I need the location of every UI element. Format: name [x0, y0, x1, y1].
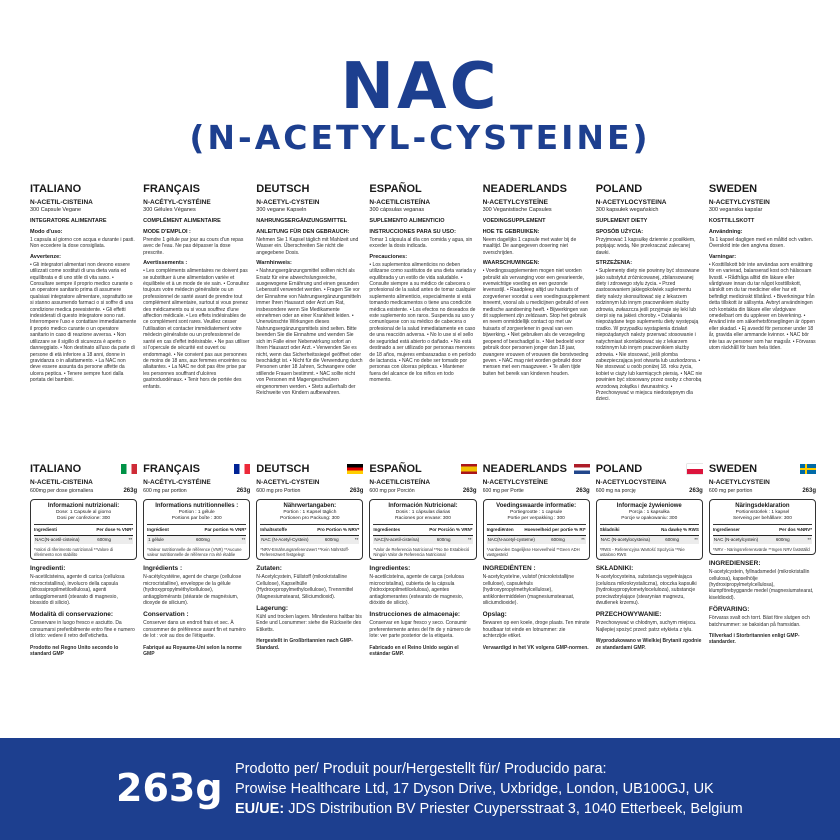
ingredient-column-header: Inhaltsstoffe: [260, 527, 288, 532]
nutrition-row: [260, 535, 359, 544]
nutrition-title: Información Nutricional:: [388, 503, 458, 509]
language-heading: FRANÇAIS: [143, 183, 200, 195]
language-heading: [483, 462, 590, 476]
nutrition-row: [487, 535, 586, 544]
servings-per-container: Raciones por envase: 300: [395, 516, 451, 521]
servings-per-container: Portions par boîte : 300: [171, 516, 222, 521]
ingredient-column-header: Ingredienti: [34, 527, 58, 532]
language-column: [30, 182, 137, 442]
dose-per-serving: 600 mg par portion: [143, 488, 187, 494]
ingredients-text: N-acétylcystéine, agent de charge (cellulose microcristalline), enveloppe de la gélule (hydroxypropylméthylcellulose), antiagglomérants (stéarate de magnésium, dioxyde de silicium).: [143, 574, 242, 607]
product-name: N-ACETYLCYSTEIN: [708, 199, 770, 206]
storage-text: Kühl und trocken lagern. Mindestens haltbar bis Ende und Losnummer: siehe die Rückseite des Etiketts.: [256, 614, 362, 633]
weight-label: 263g: [236, 488, 251, 494]
product-name: N-ACETYLCYSTEÏNE: [482, 199, 548, 206]
nutrient-name: NAC (N-Acetyl-Cystein): [261, 537, 309, 542]
usage-heading: MODE D'EMPLOI :: [143, 229, 191, 235]
storage-text: Conservar en lugar fresco y seco. Consumir preferentemente antes del fin de y número de lote: ver parte posterior de la etiqueta.: [369, 620, 471, 640]
product-name: N-ACÉTYL-CYSTÉINE: [143, 479, 211, 486]
warning-text: • Les compléments alimentaires ne doivent pas se substituer à une alimentation variée et équilibrée et à un mode de vie sain. • Consultez toujours votre médecin généraliste ou un professionnel de santé avant de prendre tout complément alimentaire, surtout si vous prenez des médicaments ou si vous souffrez d'une affection médicale. • Les effets indésirables de ce complément sont rares. Veuillez cesser l'utilisation et contacter immédiatement votre médecin généraliste ou un professionnel de santé en cas d'effet indésirable. • Ne pas utiliser si l'opercule de sécurité est ouvert ou endommagé. • Ne convient pas aux personnes de moins de 18 ans, aux femmes enceintes ou allaitantes. • La NAC ne doit pas être prise par les personnes souffrant d'ulcères gastroduodénaux. • Tenir hors de portée des enfants.: [143, 268, 250, 390]
weight-label: 263g: [462, 488, 477, 494]
supplement-category: COMPLÉMENT ALIMENTAIRE: [143, 218, 221, 224]
eu-address: JDS Distribution BV Priester Cuypersstraat 3, 1040 Etterbeek, Belgium: [288, 801, 743, 817]
product-name: N-ACETIL-CISTEINA: [30, 199, 93, 206]
language-column: [709, 462, 816, 712]
nutrition-panel: [596, 499, 703, 560]
storage-text: Bewaren op een koele, droge plaats. Ten minste houdbaar tot einde en lotnummer: zie achterzijde etiket.: [482, 620, 590, 640]
storage-heading: Instrucciones de almacenaje:: [369, 611, 461, 619]
manufacture-note: Fabricado en el Reino Unido según el estándar GMP.: [369, 644, 459, 658]
product-name: N-ACETYL-CYSTEIN: [256, 479, 320, 486]
usage-heading: HOE TE GEBRUIKEN:: [482, 229, 540, 235]
weight-label: 263g: [802, 488, 816, 494]
bottom-language-grid: [30, 462, 816, 712]
eu-label: EU/UE:: [235, 801, 285, 817]
dose-weight-line: [596, 488, 703, 495]
storage-text: Przechowywać w chłodnym, suchym miejscu. Najlepiej spożyć przed: patrz etykieta z tyłu.: [595, 620, 697, 633]
dose-weight-line: [709, 488, 816, 495]
usage-text: Ta 1 kapsel dagligen med en måltid och vatten. Överskrid inte den angivna dosen.: [708, 237, 814, 250]
language-heading: DEUTSCH: [256, 183, 310, 195]
net-weight: 263g: [116, 766, 223, 810]
warning-heading: Precauciones:: [369, 253, 408, 260]
language-name: SWEDEN: [708, 463, 758, 475]
supplement-category: SUPLEMENT DIETY: [595, 218, 648, 224]
nutrition-footnote: *NRV-Ernährungsreferenzwert **Kein Nährstoff-Referenzwert festgelegt: [260, 547, 350, 558]
language-name: NEADERLANDS: [482, 463, 567, 475]
language-heading: [30, 462, 137, 476]
product-name: N-ACÉTYL-CYSTÉINE: [143, 199, 211, 206]
dose-weight-line: [483, 488, 590, 495]
weight-label: 263g: [123, 488, 138, 494]
supplement-category: VOEDINGSUPPLEMENT: [482, 218, 546, 224]
manufacture-note: Prodotto nel Regno Unito secondo lo standard GMP: [30, 644, 119, 658]
storage-text: Förvaras svalt och torrt. Bäst före slutgen och batchnummer: se baksidan på framsidan.: [708, 615, 810, 628]
warning-heading: Avvertenze:: [30, 253, 61, 260]
capsule-count: 300 vegane Kapseln: [256, 207, 307, 213]
nutrition-row: [373, 535, 472, 544]
ingredients-text: N-acetylocysteina, substancja wypełniająca (celuloza mikrokrystaliczna), otoczka kapsułki (hydroksypropylometyloceluloza), substancje przeciwzbrylające (stearynian magnezu, dwutlenek krzemu).: [595, 574, 697, 607]
dose-per-serving: 600 mg per Portie: [482, 488, 524, 494]
nutrition-title: Nährwertangaben:: [283, 503, 337, 509]
amount-column-header: Par portion % VNR*: [204, 527, 247, 532]
footer-banner: [0, 738, 840, 840]
nutrient-name: NAC(N-acetil-cisteina): [35, 537, 80, 542]
producer-address: Prowise Healthcare Ltd, 17 Dyson Drive, Uxbridge, London, UB100GJ, UK: [235, 781, 714, 797]
top-language-grid: [30, 182, 816, 442]
warning-text: • Nahrungsergänzungsmittel sollten nicht als Ersatz für eine abwechslungsreiche, ausgewogene Ernährung und einen gesunden Lebensstil verwendet werden. • Fragen Sie vor der Einnahme von Nahrungsergänzungsmitteln immer Ihren Hausarzt oder Arzt um Rat, insbesondere wenn Sie Medikamente einnehmen oder an einer Krankheit leiden. • Unerwünschte Wirkungen dieses Nahrungsergänzungsmittels sind selten. Bitte beenden Sie die Einnahme und wenden Sie sich im Falle einer Nebenwirkung sofort an Ihren Hausarzt oder Arzt. • Verwenden Sie es nicht, wenn das Sicherheitssiegel geöffnet oder beschädigt ist. • Nicht für die Verwendung durch Personen unter 18 Jahren, Schwangere oder stillende Frauen bestimmt. • NAC sollte nicht von Personen mit Magengeschwüren eingenommen werden. • Stets außerhalb der Reichweite von Kindern aufbewahren.: [256, 268, 363, 396]
country-flag-icon: [687, 464, 703, 474]
ingredient-column-header: Ingrédient: [147, 527, 169, 532]
weight-label: 263g: [689, 488, 703, 494]
language-column: [596, 462, 703, 712]
capsule-count: 300 cápsulas veganas: [369, 207, 425, 213]
capsule-count: 300 veganska kapslar: [708, 207, 763, 213]
nutrition-title: Näringsdeklaration: [735, 503, 790, 509]
supplement-category: SUPLEMENTO ALIMENTICIO: [369, 218, 445, 224]
capsule-count: 300 Gélules Véganes: [143, 207, 196, 213]
serving-size: Portion : 1 Kapsel täglich: [283, 510, 337, 515]
country-flag-icon: [234, 464, 250, 474]
ingredients-heading: INGREDIËNTEN :: [482, 565, 536, 573]
warning-text: • Los suplementos alimenticios no deben utilizarse como sustitutos de una dieta variada y equilibrada y un estilo de vida saludable. • Consulte siempre a su médico de cabecera o profesional de la salud antes de tomar cualquier suplemento alimenticio, especialmente si está tomando medicamentos o tiene una condición médica existente. • Los efectos no deseados de este suplemento son raros. Suspenda su uso y comuníquese con su médico de cabecera o profesional de la salud inmediatamente en caso de una reacción adversa. • No lo use si el sello de seguridad está abierto o dañado. • No está destinado a ser utilizado por personas menores de 18 años, mujeres embarazadas o en período de lactancia. • NAC no debe ser tomado por personas con úlceras pépticas. • Mantener fuera del alcance de los niños en todo momento.: [369, 261, 476, 384]
nutrient-nrv: **: [241, 537, 246, 542]
usage-text: 1 capsula al giorno con acqua e durante i pasti. Non eccedere la dose consigliata.: [30, 237, 135, 250]
nutrition-header-row: [147, 524, 246, 533]
producer-label: Prodotto per/ Produit pour/Hergestellt für/ Producido para:: [235, 761, 607, 777]
storage-heading: Opslag:: [482, 611, 507, 619]
nutrition-header-row: [373, 524, 472, 533]
nutrition-panel: [256, 499, 363, 560]
usage-text: Przyjmować 1 kapsułkę dziennie z posiłkiem, popijając wodą. Nie przekraczać zalecanej dawki.: [595, 237, 696, 256]
nutrition-panel: [369, 499, 476, 560]
capsule-count: 300 Veganistische Capsules: [482, 207, 552, 213]
nutrition-panel: [483, 499, 590, 560]
warning-heading: STRZEŻENIA:: [595, 260, 633, 267]
ingredients-text: N-acetylcysteïne, vulstof (microkristallijne cellulose), capsulehuls (hydroxypropylmethylcellulose), antiklontermiddelen (magnesiumstearaat, siliciumdioxide).: [482, 574, 575, 607]
capsule-count: 300 kapsułek wegańskich: [595, 207, 659, 213]
nutrition-footnote: *RWS - Referencyjna Wartość Spożycia **Nie ustalono RWS: [599, 547, 685, 558]
usage-heading: ANLEITUNG FÜR DEN GEBRAUCH:: [256, 229, 350, 235]
manufacture-note: Wyprodukowano w Wielkiej Brytanii zgodnie ze standardami GMP.: [595, 638, 702, 651]
storage-text: Conserver dans un endroit frais et sec. À consommer de préférence avant fin et numéro de lot : voir au dos de l'étiquette.: [143, 620, 246, 640]
eu-distributor: [235, 800, 743, 818]
language-name: ESPAÑOL: [369, 463, 422, 475]
manufacture-note: Vervaardigd in het VK volgens GMP-normen.: [482, 644, 589, 651]
ingredients-heading: Ingredienti:: [30, 565, 66, 573]
nutrient-amount: 600mg: [436, 537, 451, 542]
dose-per-serving: 600 mg na porcję: [595, 488, 636, 494]
nutrient-nrv: **: [128, 537, 133, 542]
nutrient-amount: 600mg: [195, 537, 210, 542]
ingredient-column-header: Ingrediënten: [486, 527, 514, 532]
usage-text: Prendre 1 gélule par jour au cours d'un repas avec de l'eau. Ne pas dépasser la dose prescrite.: [143, 237, 244, 256]
warning-heading: WAARSCHUWINGEN:: [482, 260, 540, 267]
nutrition-footnote: *NRV - Näringsreferensvärde **Ingen NRV fastställd: [712, 547, 810, 552]
country-flag-icon: [800, 464, 816, 474]
warning-text: • Gli integratori alimentari non devono essere utilizzati come sostituti di una dieta varia ed equilibrata e di uno stile di vita sano. • Consultare sempre il proprio medico curante o un operatore sanitario prima di assumere qualsiasi integratore alimentare, soprattutto se si stanno assumendo farmaci o si soffre di una condizione medica preesistente. • Gli effetti indesiderati di questo integratore sono rari. Interrompere l'uso e contattare immediatamente il proprio medico curante o un operatore sanitario in caso di reazione avversa. • Non utilizzare se il sigillo di sicurezza è aperto o danneggiato. • Non destinato all'uso da parte di persone di età inferiore a 18 anni, donne in gravidanza o in allattamento. • La NAC non deve essere assunta da persone affette da ulcera peptica. • Tenere sempre fuori dalla portata dei bambini.: [30, 261, 137, 384]
product-name: N-ACETYLCYSTEÏNE: [482, 479, 548, 486]
nutrient-name: 1 gélule: [148, 537, 164, 542]
nutrition-panel: [709, 499, 816, 555]
weight-label: 263g: [349, 488, 364, 494]
dose-per-serving: 600 mg per portion: [708, 488, 753, 494]
ingredients-text: N-Acetylcystein, Füllstoff (mikrokristalline Cellulose), Kapselhülle (Hydroxypropylmethylcellulose), Trennmittel (Magnesiumstearat, Siliciumdioxid).: [256, 574, 354, 600]
nutrient-nrv: **: [468, 537, 472, 542]
nutrition-row: [147, 535, 246, 544]
country-flag-icon: [347, 464, 363, 474]
nutrition-footnote: *Aanbevolen Dagelijkse Hoeveelheid **Geen ADH vastgesteld: [486, 547, 580, 558]
manufacture-note: Hergestellt in Großbritannien nach GMP-Standard.: [256, 638, 353, 651]
warning-text: • Suplementy diety nie powinny być stosowane jako substytut zróżnicowanej, zbilansowanej diety i zdrowego stylu życia. • Przed zastosowaniem jakiegokolwiek suplementu diety należy skonsultować się z lekarzem rodzinnym lub innym pracownikiem służby zdrowia, zwłaszcza jeśli przyjmuje się leki lub cierpi się na jakieś choroby. • Działania niepożądane tego suplementu diety występują rzadko. W przypadku wystąpienia działań niepożądanych należy przerwać stosowanie i natychmiast skontaktować się z lekarzem rodzinnym lub innym pracownikiem służby zdrowia. • Nie stosować, jeśli plomba zabezpieczająca jest otwarta lub uszkodzona. • Nie stosować u osób poniżej 18. roku życia, kobiet w ciąży lub karmiących piersią. • NAC nie powinien być stosowany przez osoby z chorobą wrzodową żołądka i dwunastnicy. • Przechowywać w miejscu niedostępnym dla dzieci.: [595, 268, 703, 403]
dose-per-serving: 600 mg pro Portion: [256, 488, 301, 494]
product-name: N-ACETYL-CYSTEIN: [256, 199, 320, 206]
nutrition-row: [34, 535, 133, 544]
country-flag-icon: [121, 464, 137, 474]
language-column: [483, 182, 590, 442]
nutrition-panel: [30, 499, 137, 560]
language-heading: SWEDEN: [708, 183, 758, 195]
nutrition-title: Voedingswaarde informatie:: [496, 503, 577, 509]
dose-weight-line: [30, 488, 137, 495]
ingredient-column-header: Ingredientes: [373, 527, 401, 532]
language-heading: [709, 462, 816, 476]
language-column: [369, 462, 476, 712]
nutrition-footnote: *Valori di riferimento nutrizionali **Valore di riferimento non stabilito: [34, 547, 114, 558]
language-name: POLAND: [595, 463, 643, 475]
amount-column-header: Na dawkę % RWS: [661, 527, 699, 532]
warning-text: • Voedingssupplementen mogen niet worden gebruikt als vervanging voor een gevarieerde, evenwichtige voeding en een gezonde levensstijl. • Raadpleeg altijd uw huisarts of zorgverlener voordat u een voedingssupplement inneemt, vooral als u medicijnen gebruikt of een medische aandoening heeft. • Bijwerkingen van dit supplement zijn zeldzaam. Stop het gebruik en neem onmiddellijk contact op met uw huisarts of zorgverlener in geval van een bijwerking. • Niet gebruiken als de verzegeling geopend of beschadigd is. • Niet bedoeld voor gebruik door personen jonger dan 18 jaar, zwangere vrouwen of vrouwen die borstvoeding geven. • NAC mag niet worden gebruikt door mensen met een maagzweer. • Te allen tijde buiten het bereik van kinderen houden.: [482, 268, 590, 377]
usage-heading: SPOSÓB UŻYCIA:: [595, 229, 644, 235]
usage-text: Tomar 1 cápsula al día con comida y agua, sin exceder la dosis indicada.: [369, 237, 473, 250]
nutrient-nrv: **: [354, 537, 359, 542]
language-column: [143, 182, 250, 442]
nutrient-name: NAC(N-acetil-cisteína): [374, 537, 420, 542]
nutrition-row: [713, 535, 812, 544]
dose-weight-line: [369, 488, 476, 495]
usage-text: Nehmen Sie 1 Kapsel täglich mit Mahlzeit und Wasser ein. Überschreiten Sie nicht die angegebene Dosis.: [256, 237, 359, 256]
product-name: N-ACETYLOCYSTEINA: [595, 479, 667, 486]
manufacture-note: Tillverkad i Storbritannien enligt GMP-standarder.: [708, 633, 800, 646]
ingredients-text: N-acetilcisteina, agente di carica (cellulosa microcristallina), involucro della capsula (idrossipropilmetilcellulosa), agenti antiagglomeranti (stearato di magnesio, biossido di silicio).: [30, 574, 125, 607]
language-heading: [256, 462, 363, 476]
ingredients-text: N-acetylcystein, fyllnadsmedel (mikrokristallin cellulosa), kapselhölje (hydroxipropylmetylcellulosa), klumpförebyggande medel (magnesiumstearat, kiseldioxid).: [708, 569, 814, 601]
language-heading: POLAND: [595, 183, 643, 195]
nutrition-header-row: [260, 524, 359, 533]
language-column: [709, 182, 816, 442]
language-name: DEUTSCH: [256, 463, 310, 475]
nutrition-header-row: [713, 524, 812, 533]
dose-weight-line: [143, 488, 250, 495]
ingredients-text: N-acetilcisteína, agente de carga (celulosa microcristalina), cubierta de la cápsula (hidroxipropilmetilcelulosa), agentes antiaglomerantes (estearato de magnesio, dióxido de silicio).: [369, 574, 464, 607]
capsule-count: 300 Capsule Vegane: [30, 207, 82, 213]
usage-heading: Användning:: [708, 229, 743, 235]
language-heading: ITALIANO: [30, 183, 82, 195]
language-heading: [143, 462, 250, 476]
amount-column-header: Pro Portion % NRV*: [317, 527, 360, 532]
storage-heading: Modalità di conservazione:: [30, 611, 114, 619]
ingredients-heading: Zutaten:: [256, 565, 282, 573]
language-heading: [596, 462, 703, 476]
servings-per-container: Portie per verpakking : 300: [507, 516, 565, 521]
nutrient-nrv: **: [694, 537, 698, 542]
warning-heading: Avertissements :: [143, 260, 188, 267]
manufacture-note: Fabriqué au Royaume-Uni selon la norme GMP: [143, 644, 242, 658]
serving-size: Portion : 1 gélule: [178, 510, 215, 515]
nutrient-amount: 600mg: [775, 537, 790, 542]
language-column: [483, 462, 590, 712]
product-name: N-ACETIL-CISTEINA: [30, 479, 93, 486]
supplement-category: INTEGRATORE ALIMENTARE: [30, 218, 107, 224]
nutrient-name: NAC(N-acetyl-cysteïne): [487, 537, 535, 542]
ingredient-column-header: Składniki: [599, 527, 620, 532]
language-column: [256, 182, 363, 442]
nutrition-header-row: [487, 524, 586, 533]
ingredients-heading: Ingredientes:: [369, 565, 411, 573]
servings-per-container: Serveing per behållare: 300: [732, 516, 792, 521]
weight-label: 263g: [576, 488, 590, 494]
country-flag-icon: [461, 464, 477, 474]
serving-size: Dosis : 1 cápsulas diarias: [395, 510, 451, 515]
language-name: ITALIANO: [30, 463, 82, 475]
serving-size: Porcja : 1 kapsułka: [629, 510, 670, 515]
usage-heading: Modo d'uso:: [30, 229, 63, 235]
language-column: [143, 462, 250, 712]
nutrient-nrv: **: [581, 537, 585, 542]
warning-text: • Kosttillskott bör inte användas som ersättning för en varierad, balanserad kost och hälsosam livsstil. • Rådfråga alltid din läkare eller vårdgivare innan du tar något kosttillskott, särskilt om du tar mediciner eller har ett befintligt medicinskt tillstånd. • Biverkningar från detta tillskott är sällsynta. Avbryt användningen och kontakta din läkare eller vårdgivare omedelbart om du upplever en biverkning. • Använd inte om säkerhetsförseglingen är öppen eller skadad. • Ej avsedd för personer under 18 år, gravida eller ammande kvinnor. • NAC bör inte tas av personer som har magsår. • Förvaras utom räckhåll för barn hela tiden.: [708, 261, 816, 352]
nutrition-footnote: *Valeur nutritionnelle de référence (VNR) **Aucune valeur nutritionnelle de référence n'a été établie: [147, 547, 242, 558]
storage-heading: Lagerung:: [256, 605, 289, 613]
storage-heading: Conservation :: [143, 611, 189, 619]
amount-column-header: Por Porción % VRN*: [429, 527, 473, 532]
amount-column-header: Hoeveelheid per portie % RI*: [524, 527, 586, 532]
nutrient-amount: 600mg: [665, 537, 680, 542]
dose-per-serving: 600 mg por Porción: [369, 488, 415, 494]
nutrition-title: Informazioni nutrizionali:: [47, 503, 120, 509]
ingredient-column-header: Ingredienser: [712, 527, 740, 532]
ingredients-heading: Ingrédients :: [143, 565, 183, 573]
language-column: [596, 182, 703, 442]
product-subtitle: (N-ACETYL-CYSTEINE): [189, 118, 651, 157]
serving-size: Portiegrootte : 1 capsule: [510, 510, 563, 515]
nutrient-amount: 600mg: [324, 537, 339, 542]
product-title: NAC: [340, 50, 500, 124]
dose-weight-line: [256, 488, 363, 495]
nutrient-name: NAC (N-acetylcystein): [713, 537, 759, 542]
product-name: N-ACETYLCYSTEIN: [708, 479, 770, 486]
supplement-category: NAHRUNGSERGÄNZUNGSMITTEL: [256, 218, 348, 224]
product-name: N-ACETILCISTEÍNA: [369, 479, 431, 486]
nutrient-nrv: **: [807, 537, 811, 542]
warning-heading: Warnhinweis:: [256, 260, 292, 267]
language-name: FRANÇAIS: [143, 463, 200, 475]
nutrition-footnote: *Valor de Referencia Nutricional **No Se Estableció Ningún Valor de Referencia Nutricional: [373, 547, 470, 558]
ingredients-heading: SKŁADNIKI:: [595, 565, 634, 573]
language-heading: ESPAÑOL: [369, 183, 422, 195]
language-column: [256, 462, 363, 712]
serving-size: Dose: 1 Capsule al giorno: [55, 510, 112, 515]
serving-size: Portionsstorlek : 1 kapsel: [735, 510, 790, 515]
amount-column-header: Per dos %NRV*: [779, 527, 812, 532]
product-name: N-ACETYLOCYSTEINA: [595, 199, 667, 206]
nutrition-header-row: [600, 524, 699, 533]
product-name: N-ACETILCISTEÍNA: [369, 199, 431, 206]
usage-text: Neem dagelijks 1 capsule met water bij de maaltijd. De aangegeven dosering niet overschrijden.: [482, 237, 577, 256]
nutrient-amount: 600mg: [551, 537, 565, 542]
nutrition-panel: [143, 499, 250, 560]
nutrition-row: [600, 535, 699, 544]
language-heading: [369, 462, 476, 476]
dose-per-serving: 600mg per dose giornaliera: [30, 488, 94, 494]
storage-heading: FÖRVARING:: [708, 606, 750, 614]
supplement-category: KOSTTILLSKOTT: [708, 218, 755, 224]
language-column: [30, 462, 137, 712]
warning-heading: Varningar:: [708, 253, 737, 260]
nutrient-name: NAC (N-acetylocysteina): [600, 537, 650, 542]
servings-per-container: Porcje w opakowaniu: 300: [621, 516, 678, 521]
language-heading: NEADERLANDS: [482, 183, 567, 195]
servings-per-container: Portionen pro Packung: 300: [280, 516, 340, 521]
ingredients-heading: INGREDIENSER:: [708, 560, 761, 568]
nutrient-amount: 600mg: [97, 537, 111, 542]
language-column: [369, 182, 476, 442]
storage-heading: PRZECHOWYWANIE:: [595, 611, 662, 619]
servings-per-container: Dosi per confezione: 300: [57, 516, 111, 521]
nutrition-header-row: [34, 524, 133, 533]
country-flag-icon: [574, 464, 590, 474]
amount-column-header: Per dose % VNR*: [96, 527, 134, 532]
nutrition-title: Informacje żywieniowe: [616, 503, 682, 509]
storage-text: Conservare in luogo fresco e asciutto. Da consumarsi preferibilmente entro fine e numero di lotto: vedere il retro dell'etichetta.: [30, 620, 135, 640]
nutrition-title: Informations nutritionnelles :: [155, 503, 239, 509]
usage-heading: INSTRUCCIONES PARA SU USO:: [369, 229, 456, 235]
